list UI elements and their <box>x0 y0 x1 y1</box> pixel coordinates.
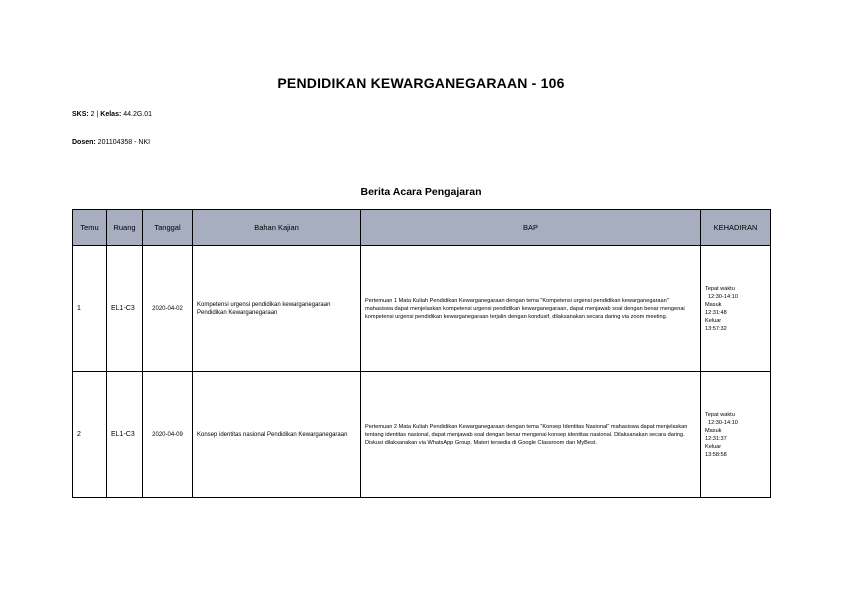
header-bahan-kajian: Bahan Kajian <box>193 210 361 246</box>
cell-kehadiran <box>701 246 771 372</box>
cell-tanggal: 2020-04-02 <box>143 246 193 372</box>
attendance-out-time: 13:57:32 <box>705 325 727 332</box>
cell-tanggal: 2020-04-09 <box>143 372 193 498</box>
header-temu: Temu <box>73 210 107 246</box>
attendance-in-label: Masuk <box>705 301 722 308</box>
cell-kehadiran <box>701 372 771 498</box>
table-row <box>73 372 771 498</box>
lecturer-meta <box>72 139 150 146</box>
table-row <box>73 246 771 372</box>
cell-ruang: EL1-C3 <box>107 246 143 372</box>
dosen-label: Dosen: <box>72 139 96 146</box>
cell-bap: Pertemuan 2 Mata Kuliah Pendidikan Kewarganegaraan dengan tema "Konsep Identitas Nasional" mahasiswa dapat menjelaskan tentang identitas nasional, dapat menjawab soal dengan benar mengenai konsep identitas nasional. Dilaksanakan secara daring. Diskusi dilaksanakan via WhatsApp Group. Materi tersedia di Google Classroom dan MyBest. <box>361 372 701 498</box>
table-header-row <box>73 210 771 246</box>
header-kehadiran: KEHADIRAN <box>701 210 771 246</box>
course-meta <box>72 111 152 118</box>
kelas-value: 44.2G.01 <box>121 111 153 118</box>
attendance-out-label: Keluar <box>705 317 722 324</box>
attendance-schedule: 12:30-14:10 <box>708 419 738 426</box>
document-title: PENDIDIKAN KEWARGANEGARAAN - 106 <box>277 75 565 91</box>
attendance-out-time: 13:58:58 <box>705 451 727 458</box>
cell-bap: Pertemuan 1 Mata Kuliah Pendidikan Kewarganegaraan dengan tema "Kompetensi urgensi pendidikan kewarganegaraan" mahasiswa dapat menjelaskan kompetensi urgensi pendidikan kewarganegaraan, dapat menjawab soal dengan benar mengenai kompetensi urgensi pendidikan kewarganegaraan terjalin dengan kondusif, dilaksanakan secara daring via zoom meeting. <box>361 246 701 372</box>
attendance-in-time: 12:31:37 <box>705 435 727 442</box>
cell-ruang: EL1-C3 <box>107 372 143 498</box>
bap-table <box>72 209 771 498</box>
attendance-in-time: 12:31:48 <box>705 309 727 316</box>
header-tanggal: Tanggal <box>143 210 193 246</box>
dosen-value: 201104358 - NKI <box>95 139 151 146</box>
kelas-label: Kelas: <box>100 111 122 118</box>
attendance-status: Tepat waktu <box>705 411 735 418</box>
attendance-out-label: Keluar <box>705 443 722 450</box>
section-title: Berita Acara Pengajaran <box>360 186 482 198</box>
cell-temu: 1 <box>73 246 107 372</box>
header-bap: BAP <box>361 210 701 246</box>
attendance-in-label: Masuk <box>705 427 722 434</box>
attendance-status: Tepat waktu <box>705 285 735 292</box>
header-ruang: Ruang <box>107 210 143 246</box>
attendance-schedule: 12:30-14:10 <box>708 293 738 300</box>
sks-label: SKS: <box>72 111 89 118</box>
cell-bahan-kajian: Kompetensi urgensi pendidikan kewarganegaraan Pendidikan Kewarganegaraan <box>193 246 361 372</box>
cell-bahan-kajian: Konsep identitas nasional Pendidikan Kewarganegaraan <box>193 372 361 498</box>
cell-temu: 2 <box>73 372 107 498</box>
sks-value: 2 | <box>88 111 101 118</box>
